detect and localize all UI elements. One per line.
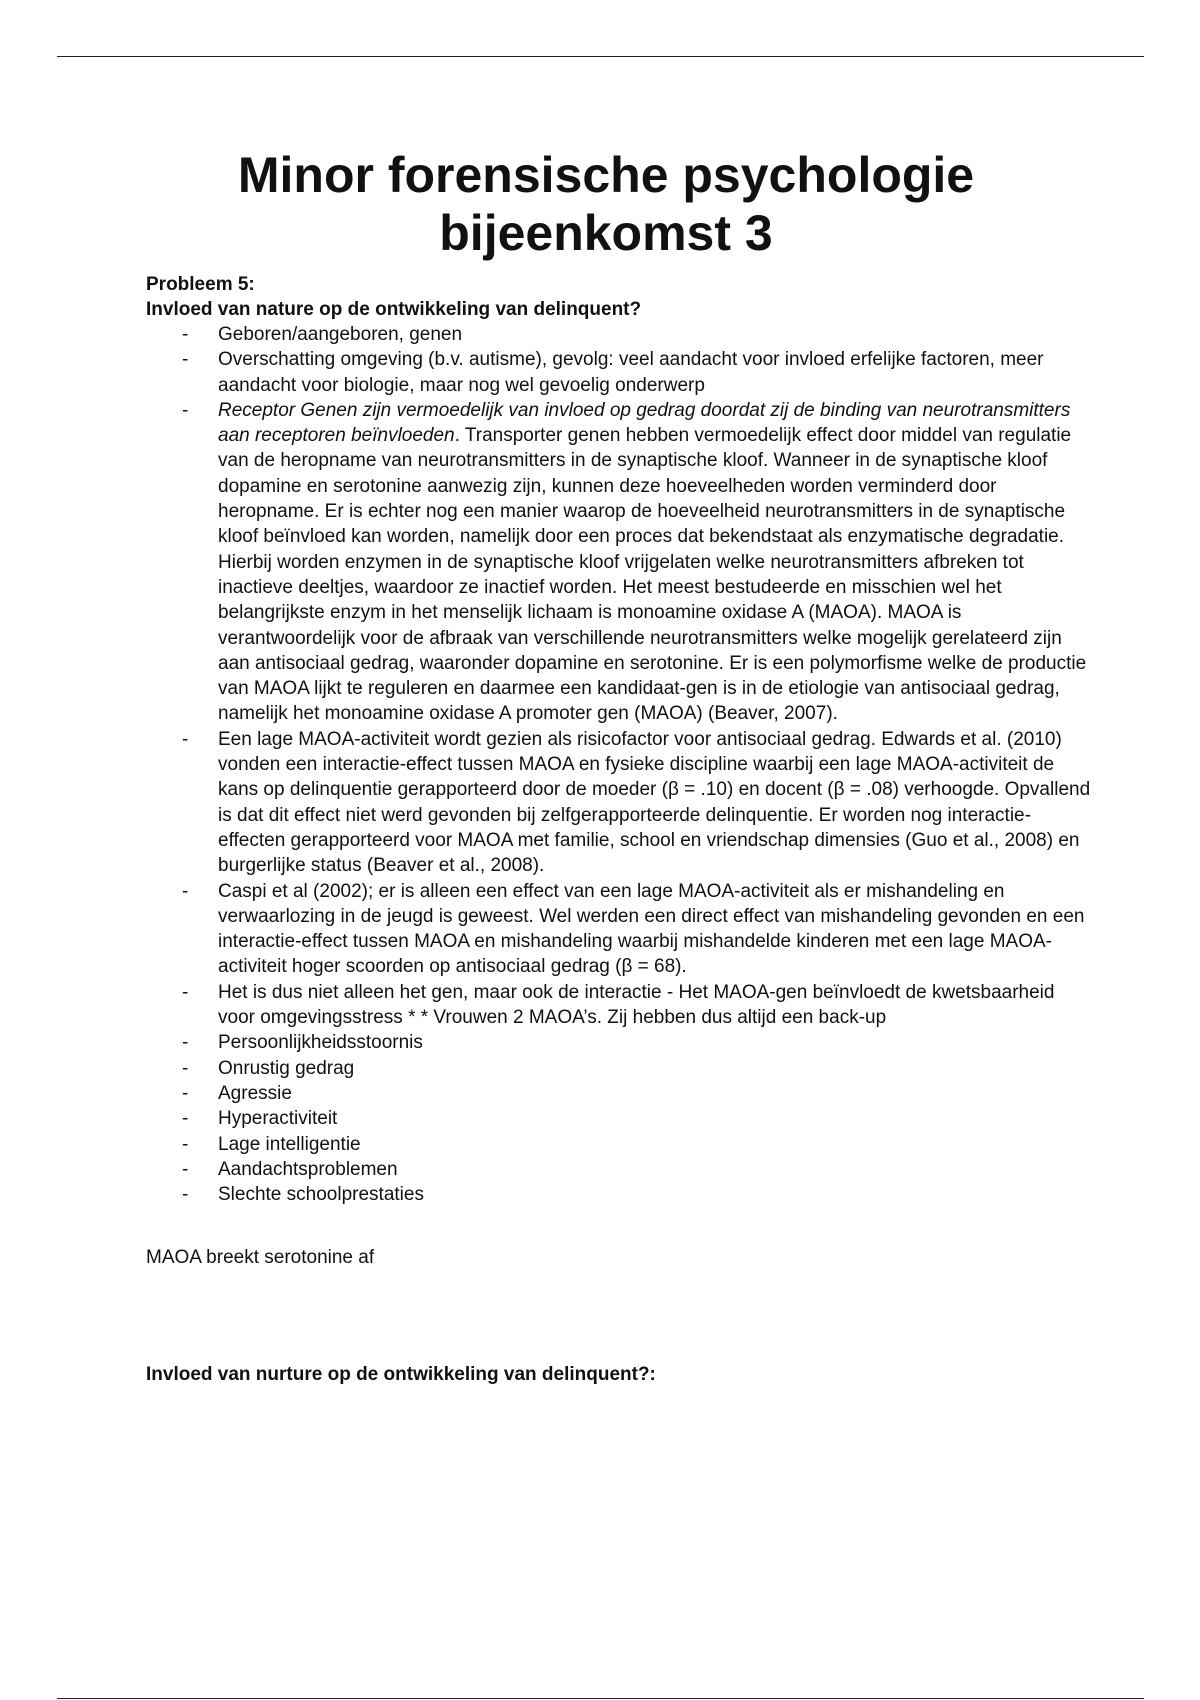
section-heading-nurture: Invloed van nurture op de ontwikkeling van delinquent?:	[146, 1364, 656, 1386]
list-item-text: Agressie	[218, 1082, 292, 1104]
list-item-text: Hyperactiviteit	[218, 1108, 338, 1130]
dash-bullet: -	[182, 1184, 189, 1206]
list-item	[146, 727, 1096, 879]
dash-bullet: -	[182, 728, 189, 750]
top-rule	[57, 56, 1144, 57]
list-item-text: Persoonlijkheidsstoornis	[218, 1032, 423, 1054]
list-item	[146, 1132, 1096, 1157]
list-item-text: Slechte schoolprestaties	[218, 1184, 424, 1206]
list-item	[146, 347, 1096, 398]
dash-bullet: -	[182, 1082, 189, 1104]
list-item	[146, 1056, 1096, 1081]
list-item-text: Het is dus niet alleen het gen, maar ook de interactie - Het MAOA-gen beïnvloedt de kwetsbaarheid voor omgevingsstress * * Vrouwen 2 MAOA’s. Zij hebben dus altijd een back-up	[218, 981, 1055, 1029]
document-title	[136, 146, 1076, 262]
list-item	[146, 398, 1096, 727]
list-item-text: Aandachtsproblemen	[218, 1158, 398, 1180]
dash-bullet: -	[182, 1032, 189, 1054]
list-item	[146, 1157, 1096, 1182]
problem-label: Probleem 5:	[146, 274, 255, 295]
dash-bullet: -	[182, 981, 189, 1003]
dash-bullet: -	[182, 324, 189, 345]
nature-question: Invloed van nature op de ontwikkeling van delinquent?	[146, 299, 642, 320]
section-heading-nature	[146, 272, 1096, 322]
dash-bullet: -	[182, 1108, 189, 1130]
dash-bullet: -	[182, 349, 189, 371]
list-item	[146, 1106, 1096, 1131]
list-item	[146, 1182, 1096, 1207]
list-item-text: Overschatting omgeving (b.v. autisme), gevolg: veel aandacht voor invloed erfelijke factoren, meer aandacht voor biologie, maar nog wel gevoelig onderwerp	[218, 349, 1044, 396]
list-item-text: Lage intelligentie	[218, 1133, 361, 1155]
title-line-2: bijeenkomst 3	[439, 205, 773, 261]
list-item	[146, 1081, 1096, 1106]
dash-bullet: -	[182, 1158, 189, 1180]
dash-bullet: -	[182, 880, 189, 902]
dash-bullet: -	[182, 1133, 189, 1155]
dash-bullet: -	[182, 1057, 189, 1079]
document-body	[146, 146, 1096, 1387]
list-item-italic-text: Receptor Genen zijn vermoedelijk van invloed op gedrag doordat zij de binding van neurotransmitters aan receptoren beïnvloeden	[218, 399, 1071, 447]
list-item-text: Geboren/aangeboren, genen	[218, 324, 463, 345]
nature-bullet-list	[146, 322, 1096, 1207]
dash-bullet: -	[182, 399, 189, 421]
list-item	[146, 980, 1096, 1031]
list-item	[146, 1030, 1096, 1055]
bottom-rule	[57, 1698, 1144, 1699]
list-item	[146, 879, 1096, 980]
list-item-text: Caspi et al (2002); er is alleen een effect van een lage MAOA-activiteit als er mishandeling en verwaarlozing in de jeugd is geweest. Wel werden een direct effect van mishandeling gevonden en een interactie-effect tussen MAOA en mishandeling waarbij mishandelde kinderen met een lage MAOA-activiteit hoger scoorden op antisociaal gedrag (β = 68).	[218, 880, 1085, 978]
maoa-note: MAOA breekt serotonine af	[146, 1247, 375, 1269]
list-item	[146, 322, 1096, 347]
title-line-1: Minor forensische psychologie	[237, 147, 975, 203]
list-item-text: Onrustig gedrag	[218, 1057, 355, 1079]
list-item-text: Een lage MAOA-activiteit wordt gezien als risicofactor voor antisociaal gedrag. Edwards et al. (2010) vonden een interactie-effect tussen MAOA en fysieke discipline waarbij een lage MAOA-activiteit de kans op delinquentie gerapporteerd door de moeder (β = .10) en docent (β = .08) verhoogde. Opvallend is dat dit effect niet werd gevonden bij zelfgerapporteerde delinquentie. Er worden nog interactie-effecten gerapporteerd voor MAOA met familie, school en vriendschap dimensies (Guo et al., 2008) en burgerlijke status (Beaver et al., 2008).	[218, 728, 1091, 877]
list-item-text: . Transporter genen hebben vermoedelijk effect door middel van regulatie van de heropname van neurotransmitters in de synaptische kloof. Wanneer in de synaptische kloof dopamine en serotonine aanwezig zijn, kunnen deze hoeveelheden worden verminderd door heropname. Er is echter nog een manier waarop de hoeveelheid neurotransmitters in de synaptische kloof beïnvloed kan worden, namelijk door een proces dat bekendstaat als enzymatische degradatie. Hierbij worden enzymen in de synaptische kloof vrijgelaten welke neurotransmitters afbreken tot inactieve deeltjes, waardoor ze inactief worden. Het meest bestudeerde en misschien wel het belangrijkste enzym in het menselijk lichaam is monoamine oxidase A (MAOA). MAOA is verantwoordelijk voor de afbraak van verschillende neurotransmitters welke mogelijk gerelateerd zijn aan antisociaal gedrag, waaronder dopamine en serotonine. Er is een polymorfisme welke de productie van MAOA lijkt te reguleren en daarmee een kandidaat-gen is in de etiologie van antisociaal gedrag, namelijk het monoamine oxidase A promoter gen (MAOA) (Beaver, 2007).	[218, 425, 1087, 725]
